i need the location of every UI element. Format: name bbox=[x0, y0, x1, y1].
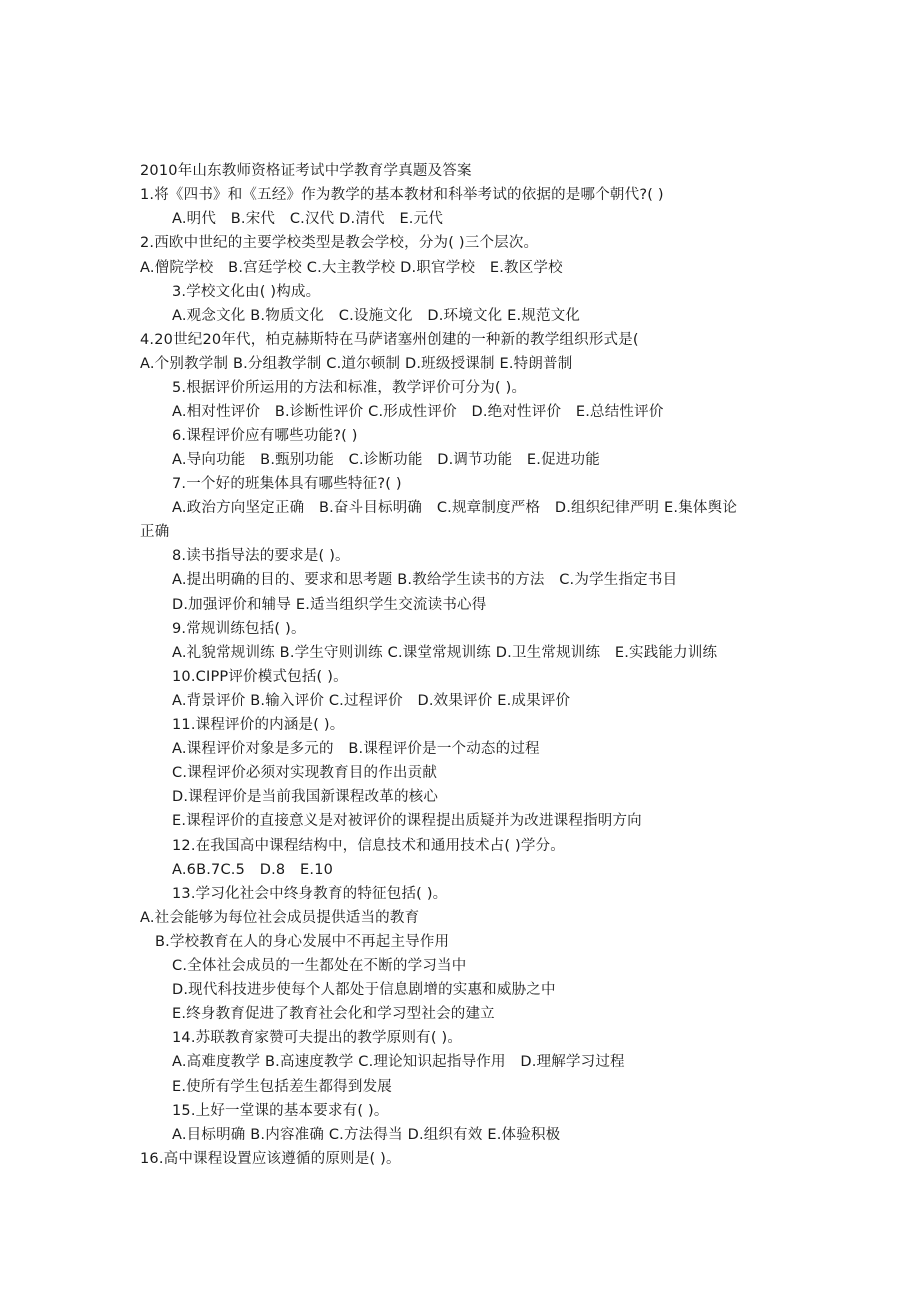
question-4: 4.20世纪20年代，柏克赫斯特在马萨诸塞州创建的一种新的教学组织形式是( bbox=[140, 332, 639, 348]
question-9: 9.常规训练包括( )。 bbox=[172, 621, 306, 637]
question-8: 8.读书指导法的要求是( )。 bbox=[172, 548, 350, 564]
question-10-options: A.背景评价 B.输入评价 C.过程评价 D.效果评价 E.成果评价 bbox=[172, 693, 571, 709]
question-13: 13.学习化社会中终身教育的特征包括( )。 bbox=[172, 886, 448, 902]
question-11-options-1: A.课程评价对象是多元的 B.课程评价是一个动态的过程 bbox=[172, 741, 540, 757]
question-8-options-2: D.加强评价和辅导 E.适当组织学生交流读书心得 bbox=[172, 597, 487, 613]
question-15-options: A.目标明确 B.内容准确 C.方法得当 D.组织有效 E.体验积极 bbox=[172, 1127, 561, 1143]
question-5-options: A.相对性评价 B.诊断性评价 C.形成性评价 D.绝对性评价 E.总结性评价 bbox=[172, 404, 664, 420]
question-16: 16.高中课程设置应该遵循的原则是( )。 bbox=[140, 1151, 401, 1167]
question-11-options-4: E.课程评价的直接意义是对被评价的课程提出质疑并为改进课程指明方向 bbox=[172, 813, 642, 829]
question-3-options: A.观念文化 B.物质文化 C.设施文化 D.环境文化 E.规范文化 bbox=[172, 308, 581, 324]
question-2-options: A.僧院学校 B.宫廷学校 C.大主教学校 D.职官学校 E.教区学校 bbox=[140, 260, 563, 276]
question-12: 12.在我国高中课程结构中，信息技术和通用技术占( )学分。 bbox=[172, 838, 565, 854]
question-10: 10.CIPP评价模式包括( )。 bbox=[172, 669, 348, 685]
question-4-options: A.个别教学制 B.分组教学制 C.道尔顿制 D.班级授课制 E.特朗普制 bbox=[140, 356, 573, 372]
question-5: 5.根据评价所运用的方法和标准，教学评价可分为( )。 bbox=[172, 380, 527, 396]
question-7: 7.一个好的班集体具有哪些特征?( ) bbox=[172, 476, 402, 492]
question-7-options: A.政治方向坚定正确 B.奋斗目标明确 C.规章制度严格 D.组织纪律严明 E.集体舆论 bbox=[172, 500, 738, 516]
question-6-options: A.导向功能 B.甄别功能 C.诊断功能 D.调节功能 E.促进功能 bbox=[172, 452, 600, 468]
question-14-options-2: E.使所有学生包括差生都得到发展 bbox=[172, 1079, 392, 1095]
question-13-option-b: B.学校教育在人的身心发展中不再起主导作用 bbox=[155, 934, 450, 950]
question-12-options: A.6B.7C.5 D.8 E.10 bbox=[172, 862, 334, 878]
question-9-options: A.礼貌常规训练 B.学生守则训练 C.课堂常规训练 D.卫生常规训练 E.实践能力训练 bbox=[172, 645, 718, 661]
question-14-options-1: A.高难度教学 B.高速度教学 C.理论知识起指导作用 D.理解学习过程 bbox=[172, 1054, 625, 1070]
question-6: 6.课程评价应有哪些功能?( ) bbox=[172, 428, 358, 444]
question-11: 11.课程评价的内涵是( )。 bbox=[172, 717, 345, 733]
question-7-options-cont: 正确 bbox=[140, 524, 170, 540]
question-2: 2.西欧中世纪的主要学校类型是教会学校，分为( )三个层次。 bbox=[140, 235, 539, 251]
question-13-option-c: C.全体社会成员的一生都处在不断的学习当中 bbox=[172, 958, 467, 974]
question-1-options: A.明代 B.宋代 C.汉代 D.清代 E.元代 bbox=[172, 211, 444, 227]
question-13-option-d: D.现代科技进步使每个人都处于信息剧增的实惠和威胁之中 bbox=[172, 982, 556, 998]
document-title: 2010年山东教师资格证考试中学教育学真题及答案 bbox=[140, 163, 472, 179]
question-8-options-1: A.提出明确的目的、要求和思考题 B.教给学生读书的方法 C.为学生指定书目 bbox=[172, 572, 678, 588]
question-14: 14.苏联教育家赞可夫提出的教学原则有( )。 bbox=[172, 1030, 463, 1046]
question-11-options-3: D.课程评价是当前我国新课程改革的核心 bbox=[172, 789, 439, 805]
question-3: 3.学校文化由( )构成。 bbox=[172, 284, 321, 300]
question-11-options-2: C.课程评价必须对实现教育目的作出贡献 bbox=[172, 765, 438, 781]
question-13-option-a: A.社会能够为每位社会成员提供适当的教育 bbox=[140, 910, 420, 926]
question-15: 15.上好一堂课的基本要求有( )。 bbox=[172, 1103, 389, 1119]
question-1: 1.将《四书》和《五经》作为教学的基本教材和科举考试的依据的是哪个朝代?( ) bbox=[140, 187, 664, 203]
question-13-option-e: E.终身教育促进了教育社会化和学习型社会的建立 bbox=[172, 1006, 495, 1022]
